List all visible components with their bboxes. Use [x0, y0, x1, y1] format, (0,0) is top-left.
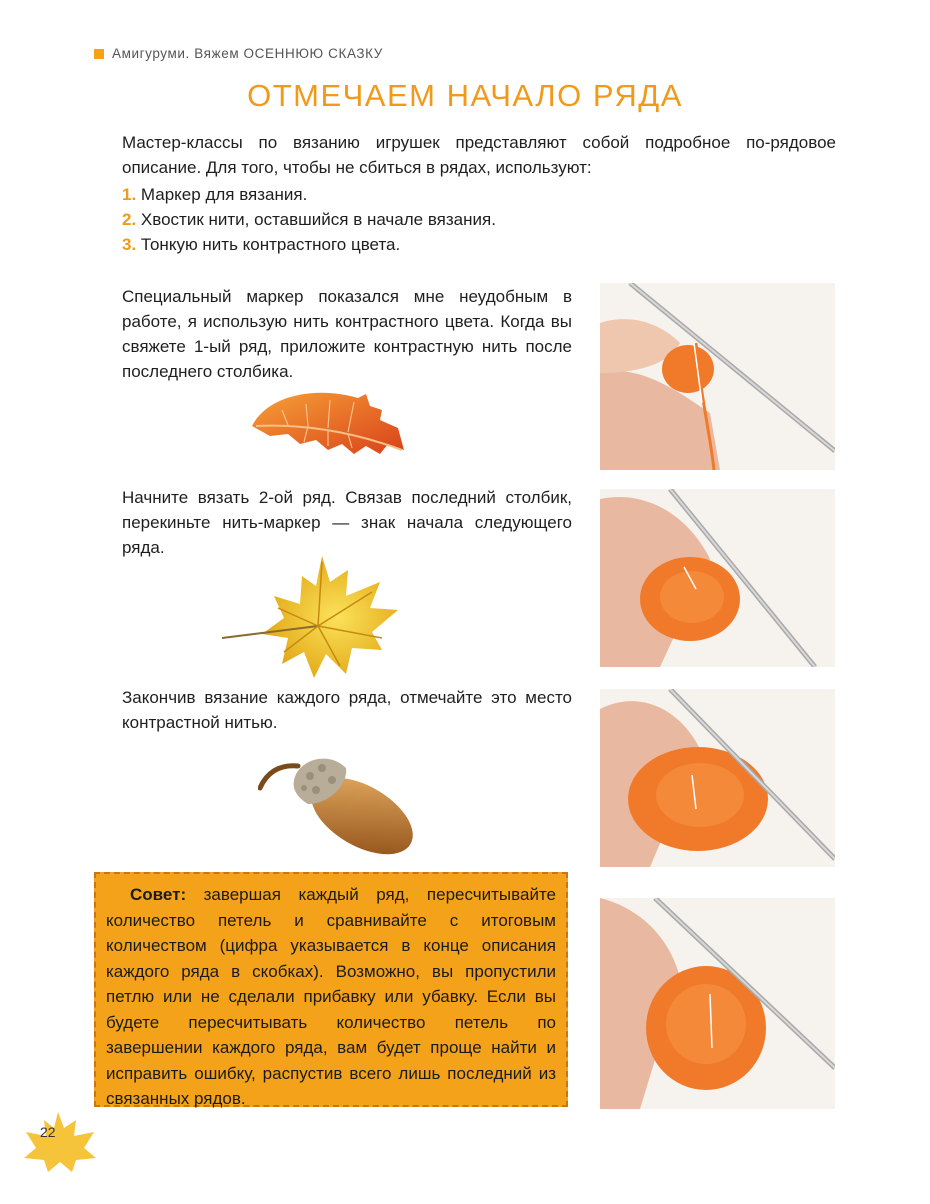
list-number: 3.	[122, 235, 137, 254]
list-number: 2.	[122, 210, 137, 229]
tip-box	[94, 872, 568, 1107]
step-3-paragraph: Закончив вязание каждого ряда, отмечайте это место контрастной нитью.	[122, 688, 572, 732]
step-4-photo	[600, 898, 835, 1109]
list-text: Тонкую нить контрастного цвета.	[140, 235, 401, 254]
page-number: 22	[40, 1124, 56, 1140]
header-square-icon	[94, 49, 104, 59]
intro-paragraph: Мастер-классы по вязанию игрушек представляют собой подробное по-рядовое описание. Для того, чтобы не сбиться в рядах, используют:	[122, 133, 836, 177]
list-item	[122, 207, 496, 232]
running-header	[94, 46, 383, 61]
list-item	[122, 232, 496, 257]
list-number: 1.	[122, 185, 137, 204]
method-list	[122, 182, 496, 257]
step-2-paragraph: Начните вязать 2-ой ряд. Связав последний столбик, перекиньте нить-маркер — знак начала следующего ряда.	[122, 488, 572, 557]
tip-text: завершая каждый ряд, пересчитывайте количество петель и сравнивайте с итоговым количеством (цифра указывается в конце описания каждого ряда в скобках). Возможно, вы пропустили петлю или не сделали прибавку или убавку. Если вы будете пересчитывать количество петель по завершении каждого ряда, вам будет проще найти и исправить ошибку, распустив всего лишь последний из связанных рядов.	[106, 885, 556, 1108]
list-text: Хвостик нити, оставшийся в начале вязания.	[140, 210, 496, 229]
orange-leaf-icon	[248, 384, 408, 468]
list-text: Маркер для вязания.	[140, 185, 308, 204]
acorn-icon	[258, 746, 418, 856]
page-leaf-icon	[20, 1110, 100, 1174]
step-3-photo	[600, 689, 835, 867]
page-title: ОТМЕЧАЕМ НАЧАЛО РЯДА	[247, 78, 683, 113]
list-item	[122, 182, 496, 207]
maple-leaf-icon	[222, 552, 408, 682]
step-1-photo	[600, 283, 835, 470]
step-2-photo	[600, 489, 835, 667]
tip-paragraph	[106, 882, 556, 1112]
header-text: Амигуруми. Вяжем ОСЕННЮЮ СКАЗКУ	[112, 46, 383, 61]
step-1-paragraph: Специальный маркер показался мне неудобным в работе, я использую нить контрастного цвета. Когда вы свяжете 1-ый ряд, приложите контрастную нить после последнего столбика.	[122, 287, 572, 381]
tip-label: Совет:	[130, 885, 187, 904]
